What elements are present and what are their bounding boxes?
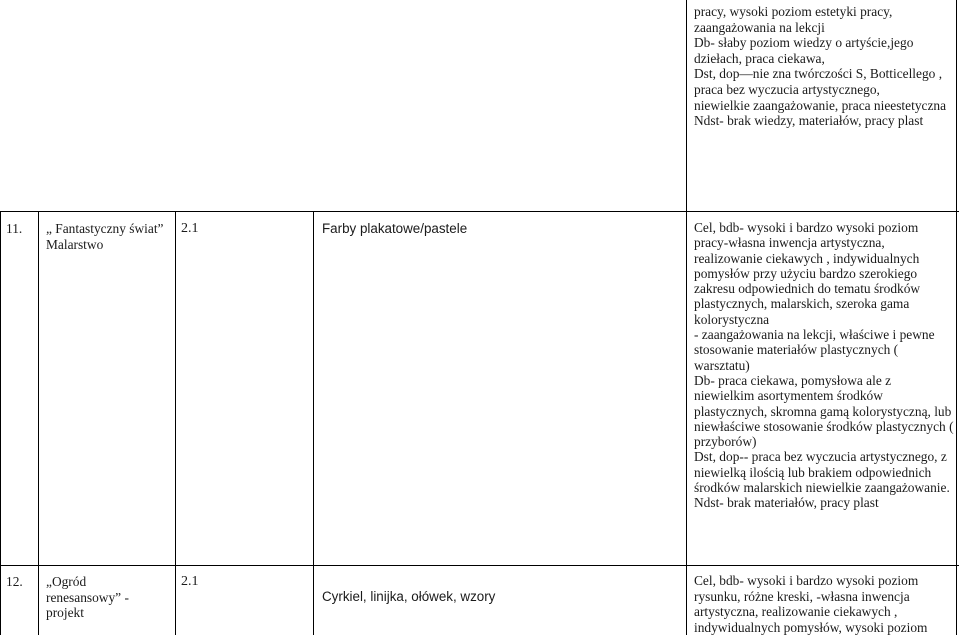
text-line: artystyczna, realizowanie ciekawych ,	[694, 604, 898, 620]
text-line: stosowanie materiałów plastycznych (	[694, 342, 899, 358]
row-12-materials: Cyrkiel, linijka, ołówek, wzory	[322, 589, 496, 604]
row-12-description	[694, 573, 927, 635]
row-border	[0, 565, 959, 566]
text-line: niewłaściwe stosowanie środków plastycznych (	[694, 418, 954, 434]
column-border	[175, 211, 176, 635]
text-line: Db- słaby poziom wiedzy o artyście,jego	[694, 35, 914, 51]
text-line: rysunku, różne kreski, -własna inwencja	[694, 588, 910, 604]
row-12-code: 2.1	[181, 574, 199, 589]
row-11-description	[694, 220, 954, 511]
row-12-title	[46, 574, 129, 621]
text-line: Cel, bdb- wysoki i bardzo wysoki poziom	[694, 220, 919, 235]
text-line: niewielkie zaangażowanie, praca nieestetyczna	[694, 97, 947, 113]
row-12-number: 12.	[6, 574, 23, 589]
row-11-materials: Farby plakatowe/pastele	[322, 221, 468, 236]
text-line: Dst, dop—nie zna twórczości S, Botticellego ,	[694, 66, 943, 82]
column-border	[313, 211, 314, 635]
row-border	[0, 211, 959, 212]
text-line: Dst, dop-- praca bez wyczucia artystycznego, z	[694, 449, 947, 465]
row-11-title	[46, 221, 164, 252]
row-11-code: 2.1	[181, 221, 199, 236]
text-line: przyborów)	[694, 434, 757, 450]
column-border	[686, 0, 687, 635]
text-line: plastycznych, malarskich, szeroka gama	[694, 296, 910, 312]
text-line: - zaangażowania na lekcji, właściwe i pewne	[694, 327, 935, 343]
text-line: niewielką ilością lub brakiem odpowiednich	[694, 464, 932, 480]
text-line: pracy-własna inwencja artystyczna,	[694, 235, 885, 251]
text-line: kolorystyczna	[694, 311, 770, 327]
text-line: „Ogród	[46, 574, 87, 589]
text-line: indywidualnych pomysłów, wysoki poziom	[694, 619, 928, 635]
column-border	[956, 0, 957, 635]
text-line: zakresu odpowiednich do tematu środków	[694, 281, 921, 297]
text-line: Malarstwo	[46, 236, 104, 252]
text-line: Ndst- brak materiałów, pracy plast	[694, 495, 879, 511]
text-line: „ Fantastyczny świat”	[46, 221, 164, 236]
top-row-description	[694, 4, 946, 129]
text-line: Cel, bdb- wysoki i bardzo wysoki poziom	[694, 573, 919, 588]
column-border	[0, 211, 1, 635]
text-line: realizowanie ciekawych , indywidualnych	[694, 250, 920, 266]
text-line: Ndst- brak wiedzy, materiałów, pracy plast	[694, 113, 924, 129]
text-line: warsztatu)	[694, 357, 750, 373]
column-border	[38, 211, 39, 635]
text-line: Db- praca ciekawa, pomysłowa ale z	[694, 372, 892, 388]
row-11-number: 11.	[6, 221, 23, 236]
text-line: pomysłów przy użyciu bardzo szerokiego	[694, 265, 918, 281]
text-line: dziełach, praca ciekawa,	[694, 50, 825, 66]
text-line: zaangażowania na lekcji	[694, 19, 825, 35]
text-line: środków malarskich niewielkie zaangażowanie.	[694, 480, 950, 496]
text-line: projekt	[46, 605, 84, 621]
text-line: plastycznych, skromna gamą kolorystyczną, lub	[694, 403, 952, 419]
text-line: praca bez wyczucia artystycznego,	[694, 81, 880, 97]
text-line: pracy, wysoki poziom estetyki pracy,	[694, 4, 893, 19]
text-line: renesansowy” -	[46, 589, 129, 605]
text-line: niewielkim asortymentem środków	[694, 388, 883, 404]
